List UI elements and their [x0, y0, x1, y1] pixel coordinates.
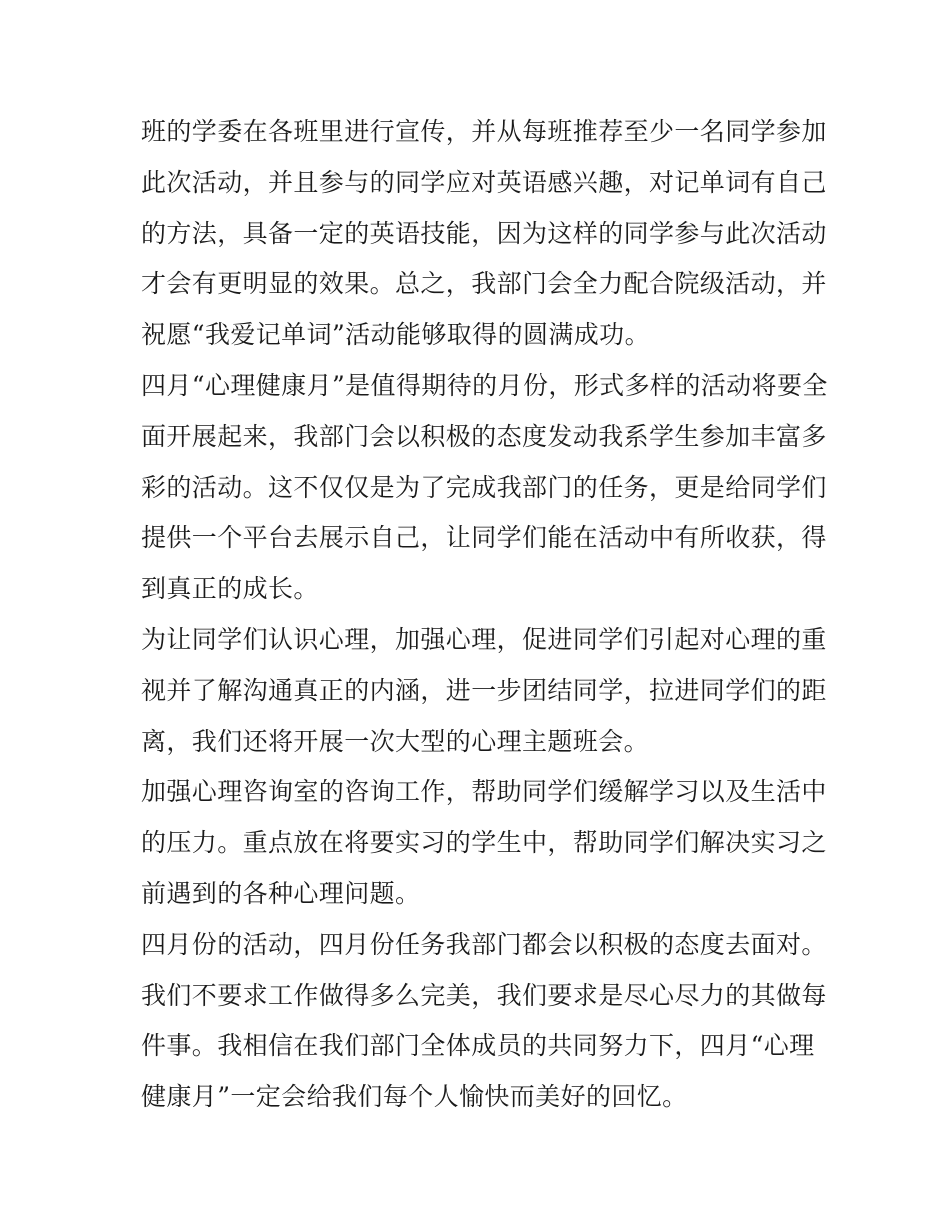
text-line: 离，我们还将开展一次大型的心理主题班会。	[141, 726, 650, 756]
text-line: 彩的活动。这不仅仅是为了完成我部门的任务，更是给同学们	[141, 472, 827, 502]
text-line: 四月份的活动，四月份任务我部门都会以积极的态度去面对。	[141, 929, 827, 959]
text-line: 视并了解沟通真正的内涵，进一步团结同学，拉进同学们的距	[141, 675, 827, 705]
text-line: 加强心理咨询室的咨询工作，帮助同学们缓解学习以及生活中	[141, 777, 827, 807]
text-line: 班的学委在各班里进行宣传，并从每班推荐至少一名同学参加	[141, 117, 827, 146]
text-line: 我们不要求工作做得多么完美，我们要求是尽心尽力的其做每	[141, 980, 827, 1010]
paragraph-mental-health-month	[141, 361, 828, 615]
text-line: 此次活动，并且参与的同学应对英语感兴趣，对记单词有自己	[141, 167, 827, 197]
paragraph-conclusion	[141, 920, 827, 1123]
text-line: 为让同学们认识心理，加强心理，促进同学们引起对心理的重	[141, 624, 827, 654]
text-line: 提供一个平台去展示自己，让同学们能在活动中有所收获，得	[141, 523, 827, 553]
text-line: 面开展起来，我部门会以积极的态度发动我系学生参加丰富多	[141, 421, 827, 451]
text-line: 前遇到的各种心理问题。	[141, 878, 421, 908]
text-line: 健康月”一定会给我们每个人愉快而美好的回忆。	[141, 1082, 688, 1112]
text-line: 到真正的成长。	[141, 574, 319, 604]
text-line: 的压力。重点放在将要实习的学生中，帮助同学们解决实习之	[141, 828, 827, 858]
paragraph-english-activity	[141, 107, 827, 361]
text-line: 祝愿“我爱记单词”活动能够取得的圆满成功。	[141, 320, 650, 350]
text-line: 才会有更明显的效果。总之，我部门会全力配合院级活动，并	[141, 269, 827, 299]
paragraph-counseling-room	[141, 767, 827, 919]
document-body	[141, 107, 828, 1123]
text-line: 四月“心理健康月”是值得期待的月份，形式多样的活动将要全	[141, 370, 828, 400]
text-line: 的方法，具备一定的英语技能，因为这样的同学参与此次活动	[141, 218, 827, 248]
text-line: 件事。我相信在我们部门全体成员的共同努力下，四月“心理	[141, 1031, 815, 1061]
paragraph-class-meeting	[141, 615, 827, 767]
